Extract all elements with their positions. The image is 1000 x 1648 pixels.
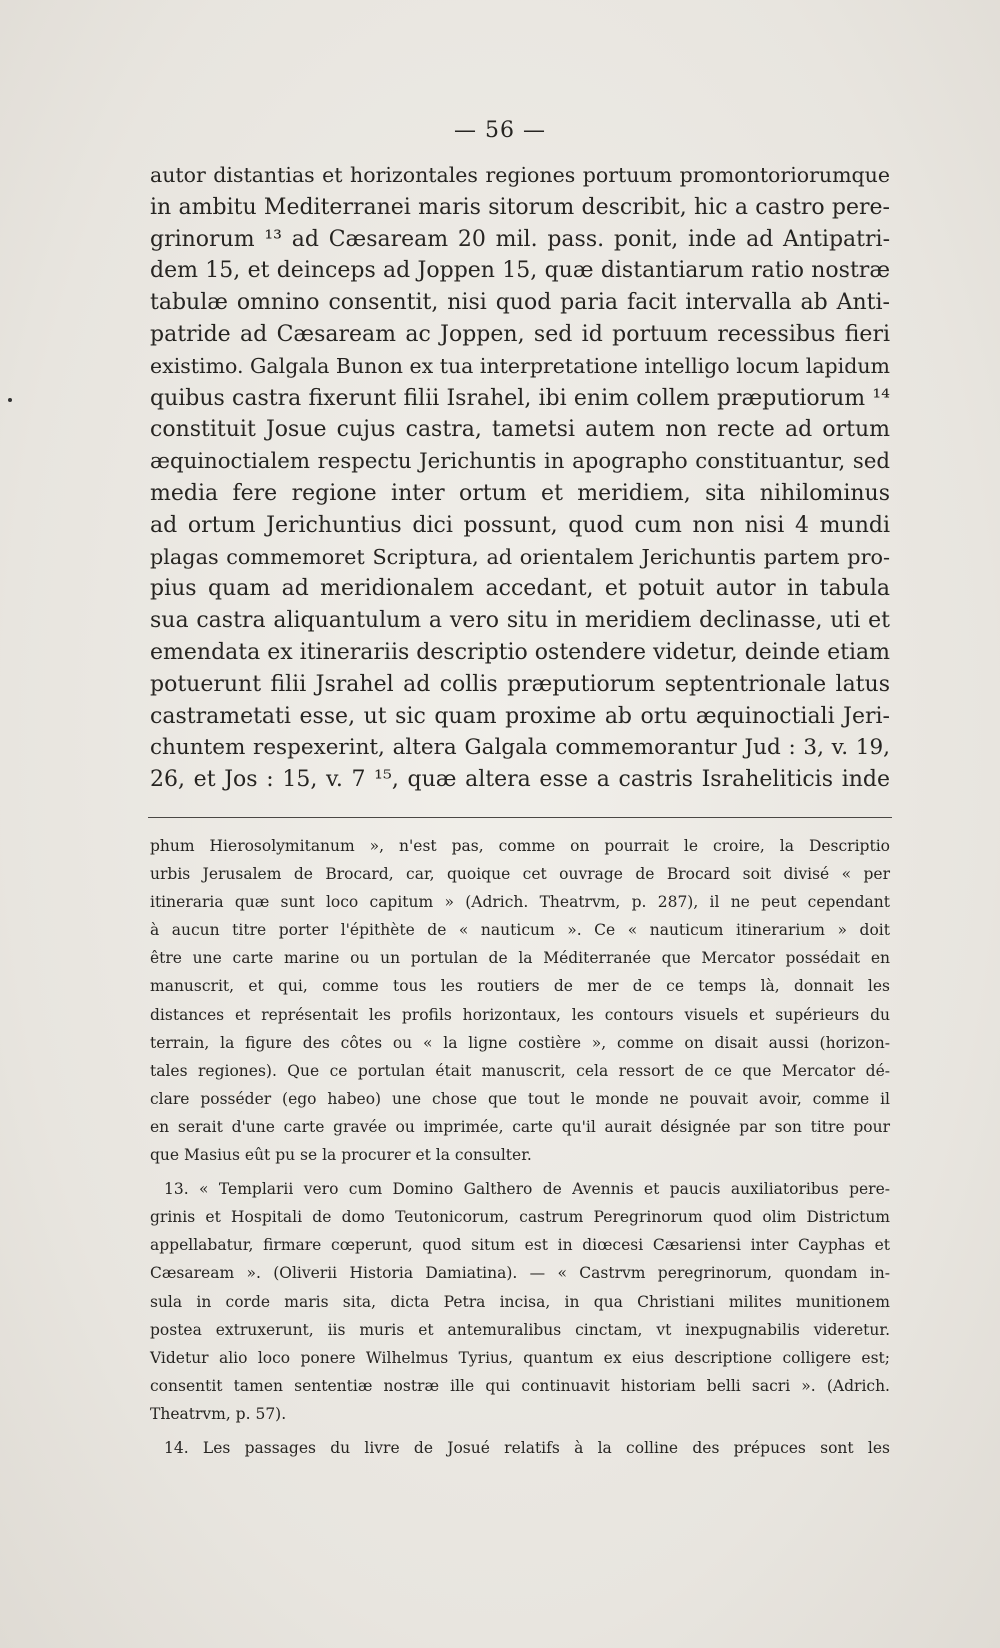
footnote-line: tales regiones). Que ce portulan était manuscrit, cela ressort de ce que Mercator dé-: [150, 1061, 890, 1080]
main-text-line: constituit Josue cujus castra, tametsi autem non recte ad ortum: [150, 417, 890, 443]
footnote-line: que Masius eût pu se la procurer et la consulter.: [150, 1146, 532, 1165]
footnote-13-line: sula in corde maris sita, dicta Petra incisa, in qua Christiani milites munitionem: [150, 1292, 890, 1311]
footnote-line: en serait d'une carte gravée ou imprimée, carte qu'il aurait désignée par son titre pour: [150, 1117, 890, 1136]
footnote-line: à aucun titre porter l'épithète de « nauticum ». Ce « nauticum itinerarium » doit: [150, 921, 890, 940]
main-text-line: existimo. Galgala Bunon ex tua interpretatione intelligo locum lapidum: [150, 353, 890, 378]
main-text-line: tabulæ omnino consentit, nisi quod paria facit intervalla ab Anti-: [150, 290, 890, 316]
footnote-line: urbis Jerusalem de Brocard, car, quoique cet ouvrage de Brocard soit divisé « per: [150, 865, 890, 884]
footnote-13-line: postea extruxerunt, iis muris et antemuralibus cinctam, vt inexpugnabilis videretur.: [150, 1320, 890, 1339]
main-text-line: in ambitu Mediterranei maris sitorum describit, hic a castro pere-: [150, 194, 890, 220]
footnote-line: clare posséder (ego habeo) une chose que tout le monde ne pouvait avoir, comme il: [150, 1089, 890, 1108]
main-text-line: castrametati esse, ut sic quam proxime ab ortu æquinoctiali Jeri-: [150, 703, 890, 729]
footnote-line: itineraria quæ sunt loco capitum » (Adrich. Theatrvm, p. 287), il ne peut cependant: [150, 893, 890, 912]
footnote-line: manuscrit, et qui, comme tous les routiers de mer de ce temps là, donnait les: [150, 977, 890, 996]
main-text-line: autor distantias et horizontales regiones portuum promontoriorumque: [150, 163, 890, 187]
footnote-line: être une carte marine ou un portulan de la Méditerranée que Mercator possédait en: [150, 949, 890, 968]
main-text-line: pius quam ad meridionalem accedant, et potuit autor in tabula: [150, 576, 890, 602]
main-text: [150, 160, 890, 796]
footnote-13-line: Cæsaream ». (Oliverii Historia Damiatina). — « Castrvm peregrinorum, quondam in-: [150, 1264, 890, 1283]
main-text-line: plagas commemoret Scriptura, ad orientalem Jerichuntis partem pro-: [150, 544, 890, 569]
page-speck: [8, 398, 12, 402]
main-text-line: emendata ex itinerariis descriptio ostendere videtur, deinde etiam: [150, 639, 890, 665]
footnote-line: terrain, la figure des côtes ou « la ligne costière », comme on disait aussi (horizon-: [150, 1033, 890, 1052]
footnote-14-line: 14. Les passages du livre de Josué relatifs à la colline des prépuces sont les: [164, 1438, 890, 1457]
main-text-line: potuerunt filii Jsrahel ad collis præputiorum septentrionale latus: [150, 671, 890, 697]
main-text-line: media fere regione inter ortum et meridiem, sita nihilominus: [150, 480, 890, 506]
footnote-13-line: Theatrvm, p. 57).: [150, 1404, 287, 1423]
footnote-13-line: appellabatur, firmare cœperunt, quod situm est in diœcesi Cæsariensi inter Cayphas et: [150, 1236, 890, 1255]
footnotes: [150, 832, 890, 1462]
footnote-13-line: 13. « Templarii vero cum Domino Galthero de Avennis et paucis auxiliatoribus pere-: [164, 1180, 890, 1199]
main-text-line: chuntem respexerint, altera Galgala commemorantur Jud : 3, v. 19,: [150, 735, 890, 761]
footnote-separator: [148, 817, 892, 818]
main-text-line: æquinoctialem respectu Jerichuntis in apographo constituantur, sed: [150, 449, 890, 475]
main-text-line: ad ortum Jerichuntius dici possunt, quod cum non nisi 4 mundi: [150, 512, 890, 538]
footnote-13-line: consentit tamen sententiæ nostræ ille qui continuavit historiam belli sacri ». (Adrich.: [150, 1376, 890, 1395]
page-number: — 56 —: [454, 118, 546, 143]
main-text-line: quibus castra fixerunt filii Israhel, ibi enim collem præputiorum ¹⁴: [150, 385, 890, 411]
footnote-line: phum Hierosolymitanum », n'est pas, comme on pourrait le croire, la Descriptio: [150, 837, 890, 855]
footnote-13-line: grinis et Hospitali de domo Teutonicorum, castrum Peregrinorum quod olim Districtum: [150, 1208, 890, 1227]
footnote-line: distances et représentait les profils horizontaux, les contours visuels et supérieurs du: [150, 1005, 890, 1024]
footnote-13-line: Videtur alio loco ponere Wilhelmus Tyrius, quantum ex eius descriptione colligere est;: [150, 1348, 890, 1367]
main-text-line: patride ad Cæsaream ac Joppen, sed id portuum recessibus fieri: [150, 321, 890, 347]
main-text-line: grinorum ¹³ ad Cæsaream 20 mil. pass. ponit, inde ad Antipatri-: [150, 226, 890, 252]
main-text-line: sua castra aliquantulum a vero situ in meridiem declinasse, uti et: [150, 608, 890, 634]
main-text-line: dem 15, et deinceps ad Joppen 15, quæ distantiarum ratio nostræ: [150, 258, 890, 284]
main-text-line: 26, et Jos : 15, v. 7 ¹⁵, quæ altera esse a castris Israheliticis inde: [150, 767, 890, 793]
